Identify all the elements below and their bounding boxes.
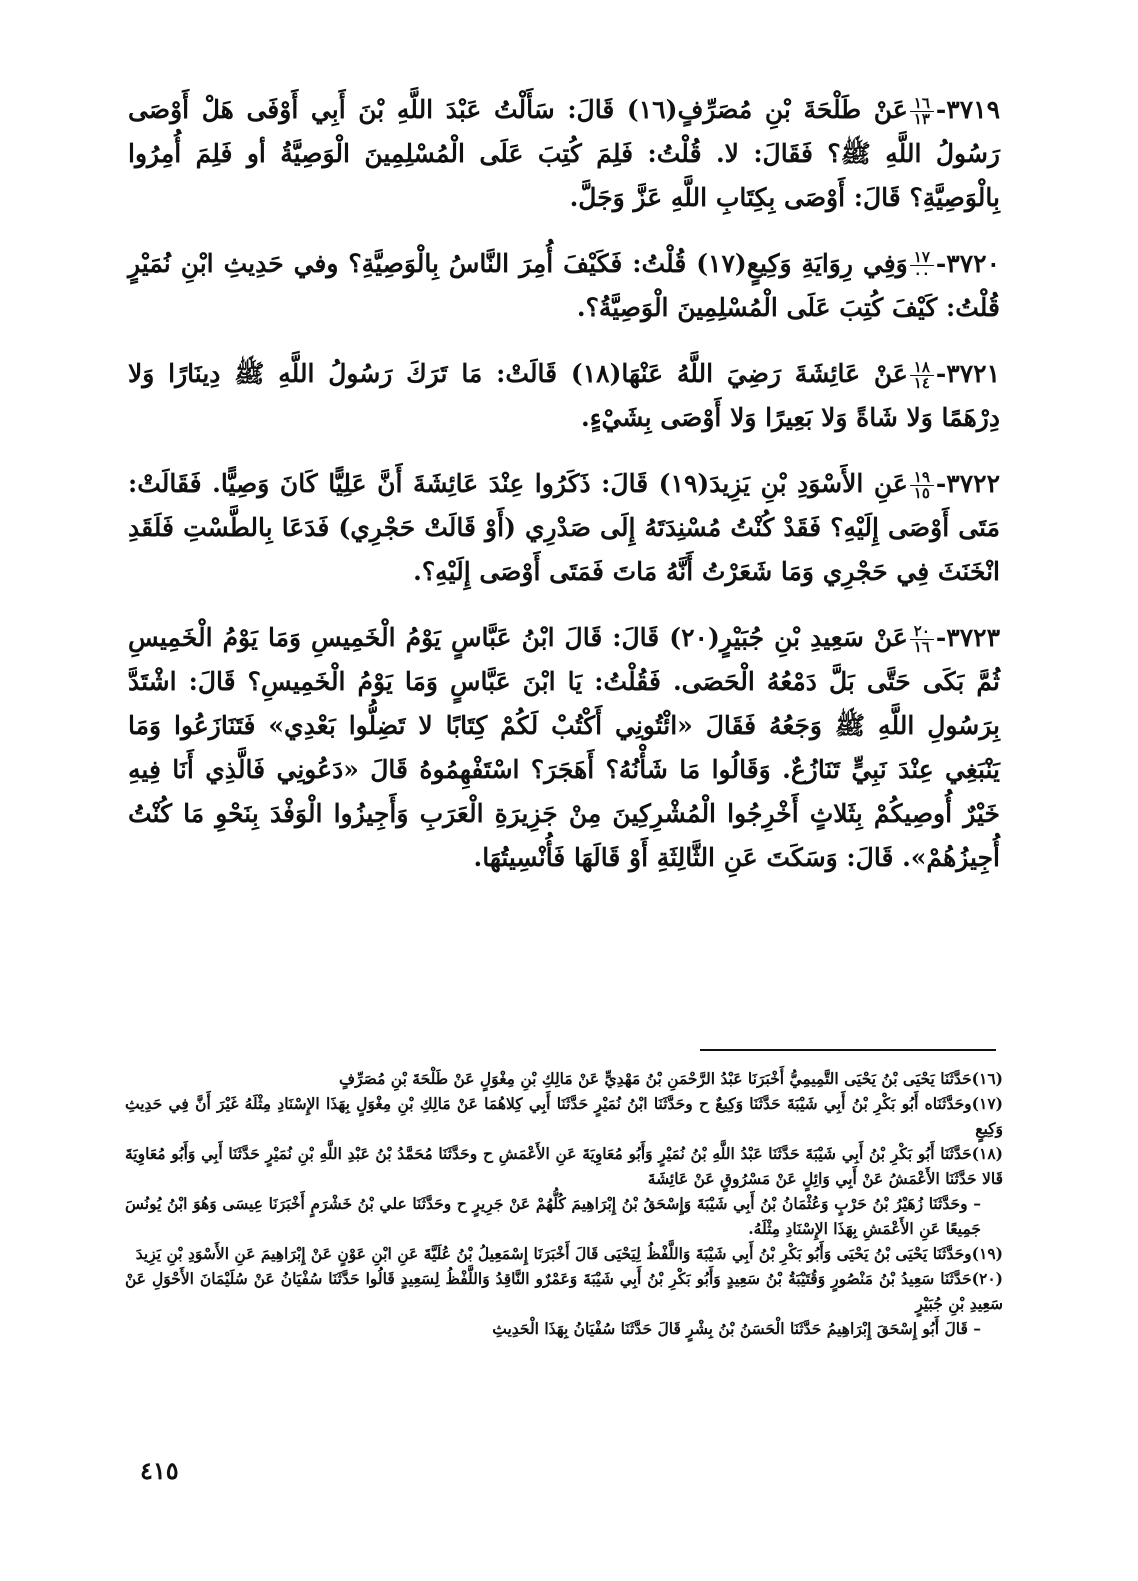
hadith-fraction xyxy=(910,96,934,127)
hadith-text: عَنْ عَائِشَةَ رَضِيَ اللَّهُ عَنْهَا(١٨) قَالَتْ: مَا تَرَكَ رَسُولُ اللَّهِ ﷺ دِينَارًا وَلا دِرْهَمًا وَلا شَاةً وَلا بَعِيرًا وَلا أَوْصَى بِشَيْءٍ. xyxy=(128,359,1000,432)
hadith-3723 xyxy=(128,616,1000,880)
footnote-divider xyxy=(700,1049,996,1051)
hadith-3719 xyxy=(128,88,1000,220)
footnote-20-continued: – قَالَ أَبُو إِسْحَقَ إِبْرَاهِيمُ حَدَّثَنَا الْحَسَنُ بْنُ بِشْرٍ قَالَ حَدَّثَنَا سُفْيَانُ بِهَذَا الْحَدِيثِ xyxy=(492,1319,981,1338)
fraction-bottom: ٠٠ xyxy=(913,264,930,282)
hadith-number: ٣٧١٩- xyxy=(935,95,1000,124)
fraction-top: ١٦ xyxy=(910,96,934,112)
fraction-bottom: ١٤ xyxy=(913,374,930,392)
hadith-3721 xyxy=(128,352,1000,440)
hadith-text: عَنِ الأَسْوَدِ بْنِ يَزِيدَ(١٩) قَالَ: ذَكَرُوا عِنْدَ عَائِشَةَ أَنَّ عَلِيًّا كَانَ وَصِيًّا. فَقَالَتْ: مَتَى أَوْصَى إِلَيْهِ؟ فَقَدْ كُنْتُ مُسْنِدَتَهُ إِلَى صَدْرِي (أَوْ قَالَتْ حَجْرِي) فَدَعَا بِالطَّسْتِ فَلَقَدِ انْخَنَثَ فِي حَجْرِي وَمَا شَعَرْتُ أَنَّهُ مَاتَ فَمَتَى أَوْصَى إِلَيْهِ؟. xyxy=(128,469,1000,586)
hadith-fraction xyxy=(910,250,934,281)
hadith-number: ٣٧٢١- xyxy=(935,359,1000,388)
hadith-text: عَنْ طَلْحَةَ بْنِ مُصَرِّفٍ(١٦) قَالَ: سَأَلْتُ عَبْدَ اللَّهِ بْنَ أَبِي أَوْفَى هَلْ أَوْصَى رَسُولُ اللَّهِ ﷺ؟ فَقَالَ: لا. قُلْتُ: فَلِمَ كُتِبَ عَلَى الْمُسْلِمِينَ الْوَصِيَّةُ أو فَلِمَ أُمِرُوا بِالْوَصِيَّةِ؟ قَالَ: أَوْصَى بِكِتَابِ اللَّهِ عَزَّ وَجَلَّ. xyxy=(128,95,1000,212)
fraction-top: ١٩ xyxy=(910,470,934,486)
fraction-top: ٢٠ xyxy=(910,624,934,640)
hadith-text: وَفِي رِوَايَةِ وَكِيعٍ(١٧) قُلْتُ: فَكَيْفَ أُمِرَ النَّاسُ بِالْوَصِيَّةِ؟ وفي حَدِيثِ ابْنِ نُمَيْرٍ قُلْتُ: كَيْفَ كُتِبَ عَلَى الْمُسْلِمِينَ الْوَصِيَّةُ؟. xyxy=(128,249,1000,322)
footnotes xyxy=(125,1066,1003,1341)
page-number: ٤١٥ xyxy=(140,1456,179,1485)
footnote-16: (١٦)حَدَّثَنَا يَحْيَى بْنُ يَحْيَى التَّمِيمِيُّ أَخْبَرَنَا عَبْدُ الرَّحْمَنِ بْنُ مَهْدِيٍّ عَنْ مَالِكِ بْنِ مِغْوَلٍ عَنْ طَلْحَةَ بْنِ مُصَرِّفٍ xyxy=(339,1069,1003,1088)
fraction-bottom: ١٣ xyxy=(913,110,930,128)
hadith-number: ٣٧٢٠- xyxy=(935,249,1000,278)
fraction-bottom: ١٦ xyxy=(913,638,930,656)
footnote-19: (١٩)وحَدَّثَنَا يَحْيَى بْنُ يَحْيَى وَأَبُو بَكْرِ بْنُ أَبِي شَيْبَةَ وَاللَّفْظُ لِيَحْيَى قَالَ أَخْبَرَنَا إِسْمَعِيلُ بْنُ عُلَيَّةَ عَنِ ابْنِ عَوْنٍ عَنْ إِبْرَاهِيمَ عَنِ الأَسْوَدِ بْنِ يَزِيدَ xyxy=(135,1244,1003,1263)
hadith-3720 xyxy=(128,242,1000,330)
hadith-number: ٣٧٢٢- xyxy=(935,469,1000,498)
footnote-18: (١٨)حَدَّثَنَا أَبُو بَكْرِ بْنُ أَبِي شَيْبَةَ حَدَّثَنَا عَبْدُ اللَّهِ بْنُ نُمَيْرٍ وَأَبُو مُعَاوِيَةَ عَنِ الأَعْمَشِ ح وحَدَّثَنَا مُحَمَّدُ بْنُ عَبْدِ اللَّهِ بْنِ نُمَيْرٍ حَدَّثَنَا أَبِي وَأَبُو مُعَاوِيَةَ قَالا حَدَّثَنَا الأَعْمَشُ عَنْ أَبِي وَائِلٍ عَنْ مَسْرُوقٍ عَنْ عَائِشَةَ xyxy=(125,1144,1003,1188)
footnote-20: (٢٠)حَدَّثَنَا سَعِيدُ بْنُ مَنْصُورٍ وَقُتَيْبَةُ بْنُ سَعِيدٍ وَأَبُو بَكْرِ بْنُ أَبِي شَيْبَةَ وَعَمْرٌو النَّاقِدُ وَاللَّفْظُ لِسَعِيدٍ قَالُوا حَدَّثَنَا سُفْيَانُ عَنْ سُلَيْمَانَ الأَحْوَلِ عَنْ سَعِيدِ بْنِ جُبَيْرٍ xyxy=(125,1269,1003,1313)
hadith-3722 xyxy=(128,462,1000,594)
hadith-fraction xyxy=(910,624,934,655)
fraction-top: ١٨ xyxy=(910,360,934,376)
footnote-17: (١٧)وحَدَّثَنَاه أَبُو بَكْرِ بْنُ أَبِي شَيْبَةَ حَدَّثَنَا وَكِيعٌ ح وحَدَّثَنَا ابْنُ نُمَيْرٍ حَدَّثَنَا أَبِي كِلاهُمَا عَنْ مَالِكِ بْنِ مِغْوَلٍ بِهَذَا الإِسْنَادِ مِثْلَهُ غَيْرَ أَنَّ فِي حَدِيثِ وَكِيعٍ xyxy=(125,1094,1003,1138)
hadith-fraction xyxy=(910,360,934,391)
hadith-number: ٣٧٢٣- xyxy=(935,623,1000,652)
fraction-top: ١٧ xyxy=(910,250,934,266)
main-text xyxy=(128,88,1000,902)
hadith-fraction xyxy=(910,470,934,501)
hadith-text: عَنْ سَعِيدِ بْنِ جُبَيْرٍ(٢٠) قَالَ: قَالَ ابْنُ عَبَّاسٍ يَوْمُ الْخَمِيسِ وَمَا يَوْمُ الْخَمِيسِ ثُمَّ بَكَى حَتَّى بَلَّ دَمْعُهُ الْحَصَى. فَقُلْتُ: يَا ابْنَ عَبَّاسٍ وَمَا يَوْمُ الْخَمِيسِ؟ قَالَ: اشْتَدَّ بِرَسُولِ اللَّهِ ﷺ وَجَعُهُ فَقَالَ «ائْتُونِي أَكْتُبْ لَكُمْ كِتَابًا لا تَضِلُّوا بَعْدِي» فَتَنَازَعُوا وَمَا يَنْبَغِي عِنْدَ نَبِيٍّ تَنَازُعٌ. وَقَالُوا مَا شَأْنُهُ؟ أَهَجَرَ؟ اسْتَفْهِمُوهُ قَالَ «دَعُونِي فَالَّذِي أَنَا فِيهِ خَيْرٌ أُوصِيكُمْ بِثَلاثٍ أَخْرِجُوا الْمُشْرِكِينَ مِنْ جَزِيرَةِ الْعَرَبِ وَأَجِيزُوا الْوَفْدَ بِنَحْوِ مَا كُنْتُ أُجِيزُهُمْ». قَالَ: وَسَكَتَ عَنِ الثَّالِثَةِ أَوْ قَالَهَا فَأُنْسِيتُهَا. xyxy=(128,623,1000,872)
footnote-18-continued: – وحَدَّثَنَا زُهَيْرُ بْنُ حَرْبٍ وَعُثْمَانُ بْنُ أَبِي شَيْبَةَ وَإِسْحَقُ بْنُ إِبْرَاهِيمَ كُلُّهُمْ عَنْ جَرِيرٍ ح وحَدَّثَنَا علي بْنُ خَشْرَمٍ أَخْبَرَنَا عِيسَى وَهُوَ ابْنُ يُونُسَ جَمِيعًا عَنِ الأَعْمَشِ بِهَذَا الإِسْنَادِ مِثْلَهُ. xyxy=(125,1194,981,1238)
fraction-bottom: ١٥ xyxy=(913,484,930,502)
